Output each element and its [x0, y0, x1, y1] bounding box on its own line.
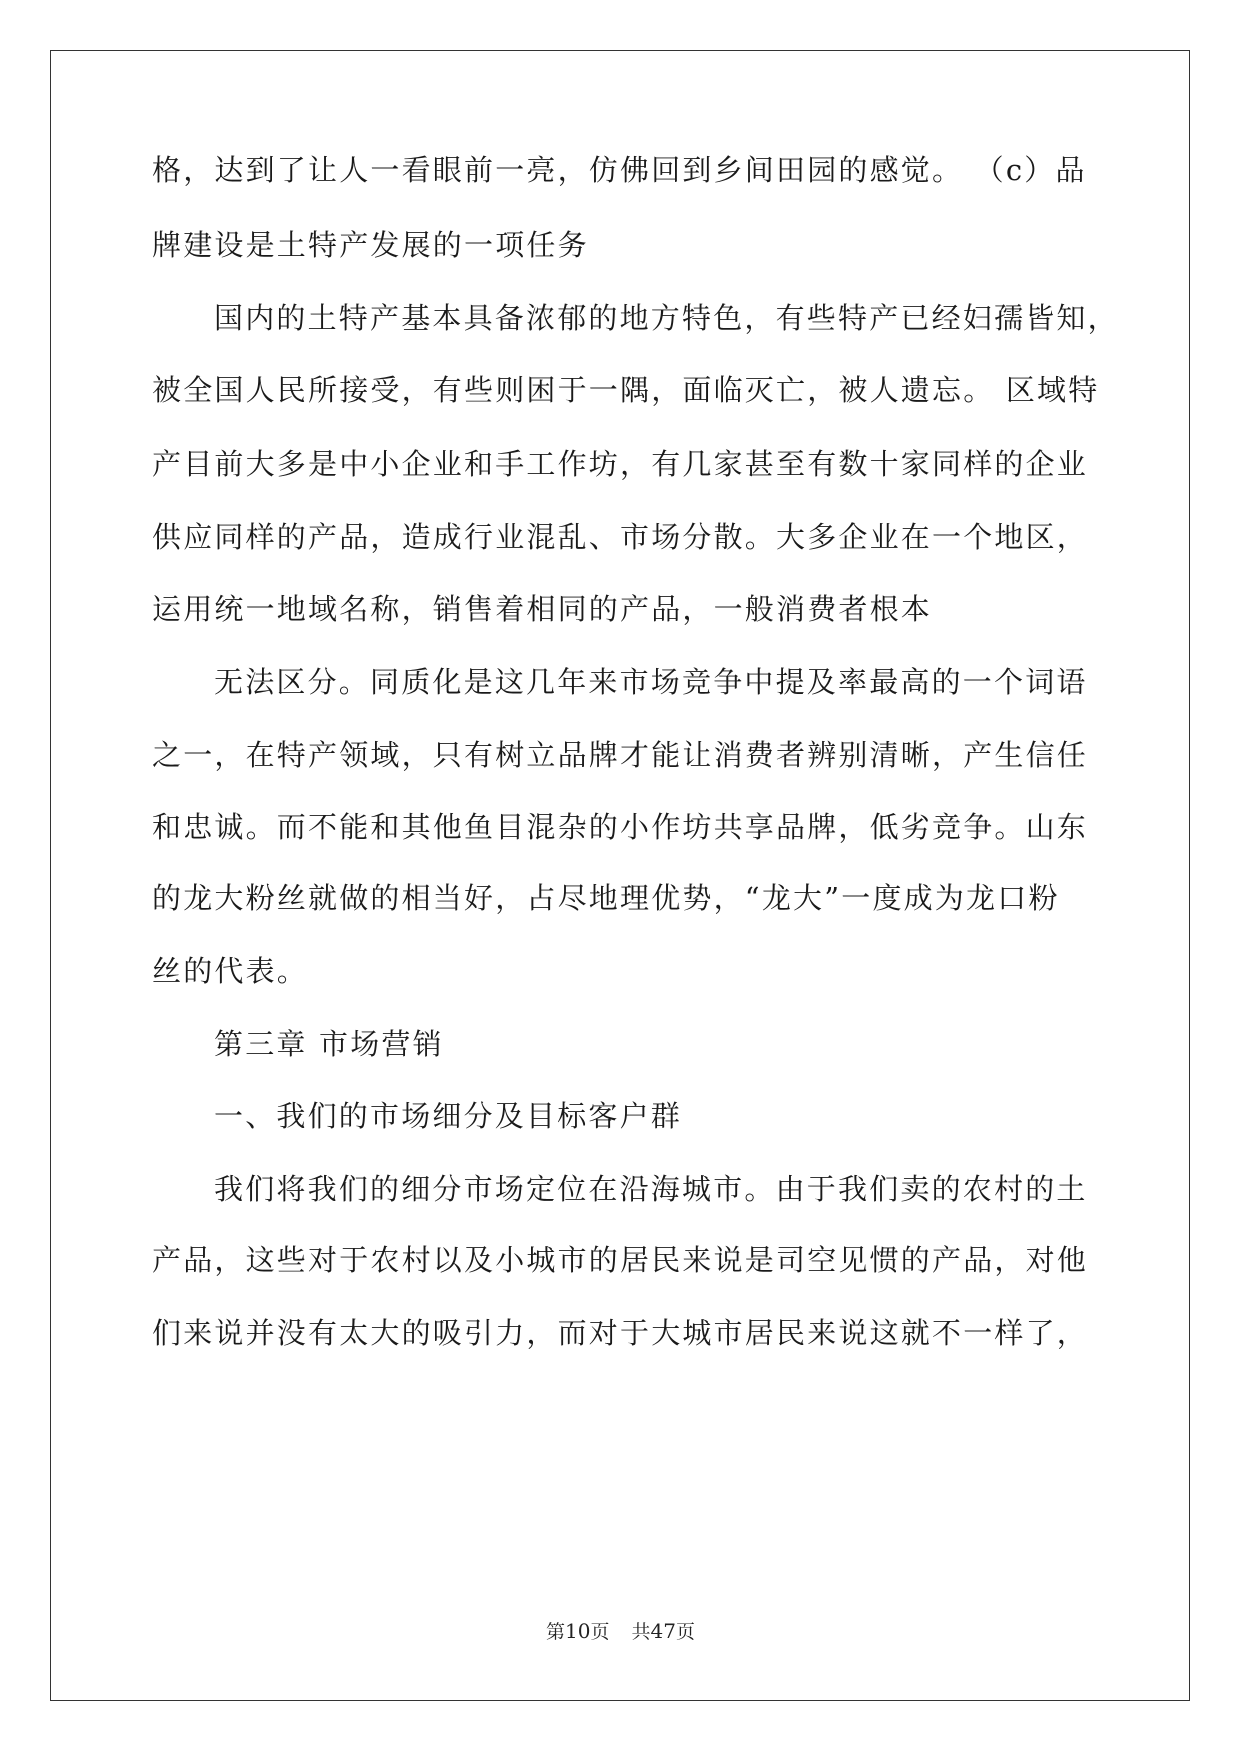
- text-line: 供应同样的产品，造成行业混乱、市场分散。大多企业在一个地区，: [152, 520, 1089, 554]
- total-prefix: 共: [631, 1621, 651, 1643]
- page-footer: [0, 1618, 1241, 1645]
- text-line: 格，达到了让人一看眼前一亮，仿佛回到乡间田园的感觉。 （c）品: [152, 153, 1087, 187]
- paragraph-start-line: 国内的土特产基本具备浓郁的地方特色，有些特产已经妇孺皆知，: [214, 301, 1119, 335]
- text-line: 和忠诚。而不能和其他鱼目混杂的小作坊共享品牌，低劣竞争。山东: [152, 810, 1089, 844]
- text-line: 们来说并没有太大的吸引力，而对于大城市居民来说这就不一样了，: [152, 1316, 1089, 1350]
- text-line: 产目前大多是中小企业和手工作坊，有几家甚至有数十家同样的企业: [152, 447, 1089, 481]
- text-line: 丝的代表。: [152, 954, 309, 988]
- section-heading: 一、我们的市场细分及目标客户群: [214, 1099, 683, 1133]
- page-total: 47: [650, 1619, 676, 1643]
- text-line: 的龙大粉丝就做的相当好，占尽地理优势，“龙大”一度成为龙口粉: [152, 881, 1060, 915]
- chapter-heading: 第三章 市场营销: [214, 1027, 444, 1061]
- text-line: 产品，这些对于农村以及小城市的居民来说是司空见惯的产品，对他: [152, 1243, 1089, 1277]
- page-suffix: 页: [590, 1621, 610, 1643]
- total-suffix: 页: [675, 1621, 695, 1643]
- page-current: 10: [565, 1619, 591, 1643]
- paragraph-start-line: 无法区分。同质化是这几年来市场竞争中提及率最高的一个词语: [214, 665, 1088, 699]
- text-line: 被全国人民所接受，有些则困于一隅，面临灭亡，被人遗忘。 区域特: [152, 373, 1100, 407]
- text-line: 运用统一地域名称，销售着相同的产品，一般消费者根本: [152, 592, 933, 626]
- page-prefix: 第: [546, 1621, 566, 1643]
- paragraph-start-line: 我们将我们的细分市场定位在沿海城市。由于我们卖的农村的土: [214, 1172, 1088, 1206]
- text-line: 之一，在特产领域，只有树立品牌才能让消费者辨别清晰，产生信任: [152, 738, 1089, 772]
- text-line: 牌建设是土特产发展的一项任务: [152, 228, 589, 262]
